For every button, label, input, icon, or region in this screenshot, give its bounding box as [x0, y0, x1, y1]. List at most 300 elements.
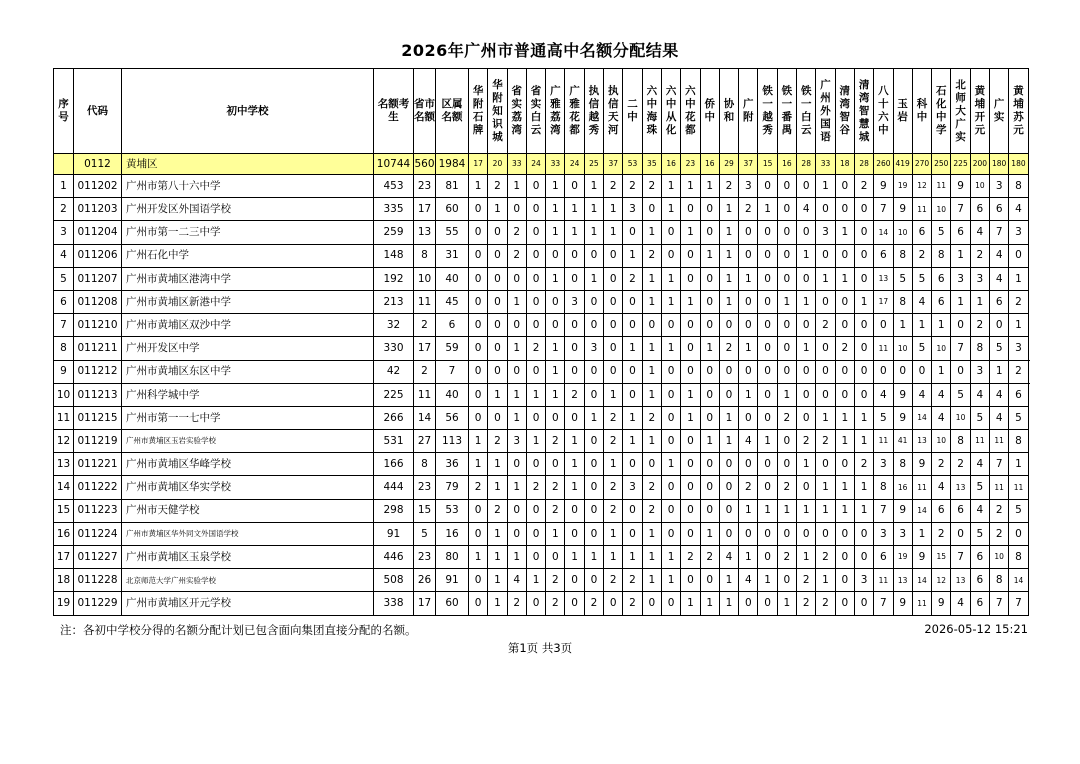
row-value: 6 — [990, 198, 1009, 221]
column-header: 清湾智慧城 — [854, 69, 873, 154]
row-value: 1 — [835, 430, 854, 453]
row-value: 0 — [874, 314, 893, 337]
row-value: 2 — [719, 175, 738, 198]
row-value: 12 — [932, 569, 951, 592]
column-header: 省实荔湾 — [507, 69, 526, 154]
row-value: 148 — [374, 244, 414, 267]
row-value: 0 — [854, 267, 873, 290]
table-row — [54, 221, 1029, 244]
row-value: 11 — [912, 592, 931, 615]
row-value: 2 — [816, 430, 835, 453]
row-value: 1 — [565, 453, 584, 476]
total-row — [54, 154, 1029, 175]
row-value: 0 — [526, 175, 545, 198]
row-value: 0 — [835, 360, 854, 383]
row-value: 1 — [797, 499, 816, 522]
row-value: 0 — [623, 522, 642, 545]
row-value: 17 — [414, 337, 436, 360]
row-value: 0 — [584, 499, 603, 522]
row-value: 17 — [414, 592, 436, 615]
column-header: 广雅荔湾 — [546, 69, 565, 154]
row-value: 1 — [584, 198, 603, 221]
row-code: 011215 — [74, 406, 122, 429]
row-school: 广州市黄埔区东区中学 — [122, 360, 374, 383]
row-value: 2 — [642, 499, 661, 522]
row-value: 0 — [835, 198, 854, 221]
row-value: 0 — [642, 314, 661, 337]
row-value: 1 — [719, 290, 738, 313]
row-value: 36 — [436, 453, 469, 476]
row-value: 14 — [414, 406, 436, 429]
row-value: 0 — [758, 175, 777, 198]
row-value: 0 — [777, 430, 796, 453]
row-value: 2 — [604, 476, 623, 499]
row-school: 广州市黄埔区新港中学 — [122, 290, 374, 313]
row-value: 1 — [661, 546, 680, 569]
row-value: 2 — [777, 476, 796, 499]
row-value: 1 — [526, 430, 545, 453]
row-value: 3 — [739, 175, 758, 198]
row-value: 1 — [777, 592, 796, 615]
row-value: 79 — [436, 476, 469, 499]
row-value: 0 — [1009, 522, 1028, 545]
row-value: 0 — [469, 337, 488, 360]
row-value: 0 — [507, 267, 526, 290]
column-header: 六中从化 — [661, 69, 680, 154]
row-value: 2 — [488, 430, 507, 453]
row-value: 0 — [526, 592, 545, 615]
table-row — [54, 314, 1029, 337]
row-value: 0 — [854, 337, 873, 360]
row-value: 6 — [990, 290, 1009, 313]
row-code: 011212 — [74, 360, 122, 383]
row-value: 17 — [414, 198, 436, 221]
row-value: 2 — [642, 406, 661, 429]
row-code: 011202 — [74, 175, 122, 198]
row-value: 13 — [893, 569, 912, 592]
row-value: 1 — [469, 430, 488, 453]
row-value: 2 — [546, 476, 565, 499]
row-value: 4 — [932, 476, 951, 499]
row-value: 0 — [661, 360, 680, 383]
row-value: 1 — [546, 360, 565, 383]
row-value: 0 — [816, 337, 835, 360]
row-value: 2 — [700, 546, 719, 569]
row-value: 2 — [584, 592, 603, 615]
row-value: 0 — [681, 198, 700, 221]
row-value: 2 — [604, 175, 623, 198]
row-value: 1 — [604, 453, 623, 476]
row-value: 1 — [604, 221, 623, 244]
row-value: 0 — [758, 337, 777, 360]
column-header: 六中海珠 — [642, 69, 661, 154]
row-value: 31 — [436, 244, 469, 267]
row-value: 1 — [777, 290, 796, 313]
row-value: 16 — [700, 154, 719, 175]
row-value: 2 — [642, 476, 661, 499]
row-value: 15 — [758, 154, 777, 175]
row-value: 225 — [951, 154, 970, 175]
row-value: 0 — [777, 175, 796, 198]
row-value: 0 — [854, 314, 873, 337]
row-value: 14 — [912, 406, 931, 429]
row-school: 广州市第一一七中学 — [122, 406, 374, 429]
row-value: 0 — [526, 360, 545, 383]
row-value: 2 — [816, 314, 835, 337]
row-value: 1 — [661, 290, 680, 313]
row-value: 1 — [565, 198, 584, 221]
row-value: 15 — [414, 499, 436, 522]
row-value: 0 — [623, 290, 642, 313]
row-value: 1 — [526, 383, 545, 406]
row-value: 5 — [893, 267, 912, 290]
row-value: 1 — [623, 430, 642, 453]
row-code: 011228 — [74, 569, 122, 592]
row-value: 1 — [565, 430, 584, 453]
row-value: 1 — [700, 592, 719, 615]
row-value: 0 — [488, 406, 507, 429]
row-value: 3 — [584, 337, 603, 360]
row-value: 10 — [932, 337, 951, 360]
row-value: 1 — [661, 453, 680, 476]
row-value: 3 — [565, 290, 584, 313]
row-value: 0 — [469, 267, 488, 290]
row-value: 298 — [374, 499, 414, 522]
row-value: 0 — [777, 244, 796, 267]
row-value: 1 — [488, 453, 507, 476]
row-value: 7 — [1009, 592, 1028, 615]
row-value: 0 — [565, 360, 584, 383]
row-value: 1 — [507, 290, 526, 313]
row-value: 28 — [854, 154, 873, 175]
row-value: 0 — [469, 198, 488, 221]
row-value: 19 — [893, 546, 912, 569]
row-value: 0 — [739, 522, 758, 545]
row-value: 37 — [739, 154, 758, 175]
row-value: 0 — [584, 244, 603, 267]
row-value: 0 — [739, 290, 758, 313]
row-value: 3 — [990, 175, 1009, 198]
row-seq: 17 — [54, 546, 74, 569]
row-value: 0 — [700, 383, 719, 406]
row-value: 0 — [488, 337, 507, 360]
row-value: 2 — [507, 592, 526, 615]
table-row — [54, 244, 1029, 267]
row-value: 6 — [932, 499, 951, 522]
row-value: 1 — [488, 522, 507, 545]
row-value: 0 — [565, 314, 584, 337]
row-value: 3 — [874, 453, 893, 476]
row-value: 0 — [642, 592, 661, 615]
row-value: 270 — [912, 154, 931, 175]
row-value: 16 — [893, 476, 912, 499]
row-value: 1 — [854, 430, 873, 453]
row-value: 1 — [700, 522, 719, 545]
row-value: 3 — [854, 569, 873, 592]
row-value: 40 — [436, 383, 469, 406]
row-value: 0 — [584, 383, 603, 406]
row-value: 0 — [469, 406, 488, 429]
row-value: 0 — [777, 453, 796, 476]
row-value: 1 — [700, 430, 719, 453]
row-value: 1 — [507, 383, 526, 406]
row-value: 1 — [739, 546, 758, 569]
row-value: 0 — [719, 453, 738, 476]
row-value: 11 — [990, 476, 1009, 499]
row-value: 2 — [797, 592, 816, 615]
row-value: 8 — [990, 569, 1009, 592]
row-value: 0 — [1009, 244, 1028, 267]
row-seq: 5 — [54, 267, 74, 290]
row-value: 0 — [604, 267, 623, 290]
row-value: 3 — [1009, 337, 1028, 360]
row-value: 4 — [797, 198, 816, 221]
row-value: 5 — [1009, 499, 1028, 522]
column-header: 初中学校 — [122, 69, 374, 154]
row-value: 0 — [700, 267, 719, 290]
column-header: 广附 — [739, 69, 758, 154]
row-value: 10 — [414, 267, 436, 290]
row-value: 0 — [835, 453, 854, 476]
row-value: 6 — [970, 198, 989, 221]
row-value: 0 — [719, 522, 738, 545]
row-value: 6 — [874, 244, 893, 267]
row-value: 1 — [623, 406, 642, 429]
row-value: 0 — [681, 360, 700, 383]
row-value: 12 — [912, 175, 931, 198]
footnote: 注：各初中学校分得的名额分配计划已包含面向集团直接分配的名额。 — [60, 623, 417, 637]
row-value: 0 — [488, 221, 507, 244]
row-value: 0 — [584, 476, 603, 499]
row-value: 41 — [893, 430, 912, 453]
row-code: 0112 — [74, 154, 122, 175]
row-value: 1 — [835, 499, 854, 522]
row-value: 0 — [565, 522, 584, 545]
row-value: 3 — [874, 522, 893, 545]
row-value: 2 — [739, 198, 758, 221]
column-header: 铁一白云 — [797, 69, 816, 154]
row-value: 1 — [797, 290, 816, 313]
row-value: 7 — [874, 198, 893, 221]
row-value: 1 — [546, 383, 565, 406]
row-value: 1 — [642, 569, 661, 592]
row-value: 2 — [642, 175, 661, 198]
row-value: 0 — [777, 267, 796, 290]
row-value: 11 — [874, 569, 893, 592]
row-value: 4 — [932, 383, 951, 406]
row-value: 1 — [1009, 453, 1028, 476]
row-value: 0 — [546, 453, 565, 476]
row-value: 0 — [700, 476, 719, 499]
row-value: 0 — [565, 175, 584, 198]
row-value: 1 — [584, 267, 603, 290]
row-value: 0 — [951, 522, 970, 545]
row-value: 1 — [546, 221, 565, 244]
row-value: 0 — [642, 453, 661, 476]
row-value: 0 — [835, 592, 854, 615]
row-value: 8 — [1009, 175, 1028, 198]
row-value: 0 — [526, 499, 545, 522]
row-value: 0 — [758, 383, 777, 406]
row-value: 4 — [990, 383, 1009, 406]
row-value: 1 — [661, 569, 680, 592]
row-value: 1 — [797, 453, 816, 476]
row-value: 10 — [893, 221, 912, 244]
row-code: 011203 — [74, 198, 122, 221]
row-value: 0 — [681, 476, 700, 499]
row-value: 8 — [970, 337, 989, 360]
row-value: 0 — [488, 314, 507, 337]
row-value: 0 — [835, 244, 854, 267]
row-code: 011207 — [74, 267, 122, 290]
row-value: 9 — [912, 546, 931, 569]
row-value: 0 — [488, 290, 507, 313]
row-value: 1 — [739, 267, 758, 290]
row-value: 0 — [797, 267, 816, 290]
row-value: 0 — [661, 314, 680, 337]
row-value: 0 — [758, 476, 777, 499]
column-header: 区属名额 — [436, 69, 469, 154]
row-value: 213 — [374, 290, 414, 313]
row-value: 16 — [661, 154, 680, 175]
row-value: 4 — [970, 383, 989, 406]
row-value: 0 — [835, 569, 854, 592]
row-value: 0 — [719, 499, 738, 522]
row-value: 8 — [932, 244, 951, 267]
column-header: 广州外国语 — [816, 69, 835, 154]
row-value: 1 — [488, 569, 507, 592]
row-value: 9 — [893, 383, 912, 406]
row-value: 0 — [951, 360, 970, 383]
table-header-row — [54, 69, 1029, 154]
row-value: 335 — [374, 198, 414, 221]
row-value: 0 — [661, 244, 680, 267]
row-value: 419 — [893, 154, 912, 175]
row-school: 广州市黄埔区华外同文外国语学校 — [122, 522, 374, 545]
row-value: 0 — [526, 221, 545, 244]
row-value: 0 — [469, 244, 488, 267]
row-seq: 11 — [54, 406, 74, 429]
row-value: 0 — [797, 522, 816, 545]
row-value: 11 — [990, 430, 1009, 453]
row-value: 13 — [414, 221, 436, 244]
row-code: 011227 — [74, 546, 122, 569]
row-value: 1 — [970, 290, 989, 313]
row-code: 011210 — [74, 314, 122, 337]
row-value: 91 — [436, 569, 469, 592]
table-row — [54, 546, 1029, 569]
row-value: 0 — [584, 290, 603, 313]
row-value: 8 — [951, 430, 970, 453]
row-value: 0 — [604, 337, 623, 360]
row-value: 0 — [469, 569, 488, 592]
row-value: 0 — [816, 198, 835, 221]
row-value: 2 — [932, 453, 951, 476]
row-value: 2 — [951, 453, 970, 476]
row-value: 1 — [469, 546, 488, 569]
row-school: 广州市黄埔区开元学校 — [122, 592, 374, 615]
row-value: 2 — [469, 476, 488, 499]
row-value: 9 — [893, 592, 912, 615]
row-value: 1 — [816, 569, 835, 592]
row-code: 011211 — [74, 337, 122, 360]
row-seq: 8 — [54, 337, 74, 360]
row-value: 1 — [758, 430, 777, 453]
row-value: 7 — [990, 453, 1009, 476]
row-value: 13 — [951, 569, 970, 592]
row-value: 0 — [874, 360, 893, 383]
row-value: 1 — [835, 267, 854, 290]
row-value: 25 — [584, 154, 603, 175]
row-value: 1 — [719, 198, 738, 221]
row-value: 0 — [661, 522, 680, 545]
row-value: 338 — [374, 592, 414, 615]
row-value: 0 — [623, 221, 642, 244]
row-value: 6 — [951, 221, 970, 244]
row-value: 3 — [951, 267, 970, 290]
row-value: 0 — [584, 453, 603, 476]
row-seq: 19 — [54, 592, 74, 615]
row-seq: 1 — [54, 175, 74, 198]
column-header: 铁一越秀 — [758, 69, 777, 154]
row-value: 2 — [797, 569, 816, 592]
row-value: 0 — [758, 406, 777, 429]
row-value: 2 — [719, 337, 738, 360]
row-value: 7 — [951, 198, 970, 221]
row-seq: 3 — [54, 221, 74, 244]
row-value: 1 — [777, 383, 796, 406]
table-row — [54, 290, 1029, 313]
row-value: 1 — [681, 592, 700, 615]
row-value: 0 — [990, 314, 1009, 337]
row-value: 2 — [604, 406, 623, 429]
page-title: 2026年广州市普通高中名额分配结果 — [401, 41, 679, 60]
row-value: 2 — [546, 499, 565, 522]
row-value: 0 — [546, 314, 565, 337]
row-value: 1 — [642, 522, 661, 545]
row-value: 0 — [526, 406, 545, 429]
row-value: 1 — [623, 546, 642, 569]
row-value: 9 — [893, 406, 912, 429]
row-school: 广州科学城中学 — [122, 383, 374, 406]
row-value: 0 — [739, 406, 758, 429]
row-value: 0 — [835, 290, 854, 313]
row-value: 26 — [414, 569, 436, 592]
row-value: 4 — [507, 569, 526, 592]
row-value: 80 — [436, 546, 469, 569]
row-value: 0 — [604, 244, 623, 267]
row-value: 1 — [932, 314, 951, 337]
row-value: 14 — [874, 221, 893, 244]
row-value: 1 — [623, 337, 642, 360]
row-value: 1 — [584, 175, 603, 198]
row-value: 0 — [854, 592, 873, 615]
row-value: 23 — [414, 546, 436, 569]
row-value: 0 — [719, 383, 738, 406]
row-value: 10 — [990, 546, 1009, 569]
row-value: 4 — [719, 546, 738, 569]
row-value: 5 — [912, 267, 931, 290]
row-value: 13 — [874, 267, 893, 290]
row-value: 0 — [681, 522, 700, 545]
row-value: 2 — [777, 546, 796, 569]
row-value: 2 — [642, 244, 661, 267]
row-value: 1 — [681, 406, 700, 429]
row-value: 5 — [970, 476, 989, 499]
row-value: 0 — [604, 314, 623, 337]
row-value: 2 — [414, 360, 436, 383]
row-seq: 13 — [54, 453, 74, 476]
